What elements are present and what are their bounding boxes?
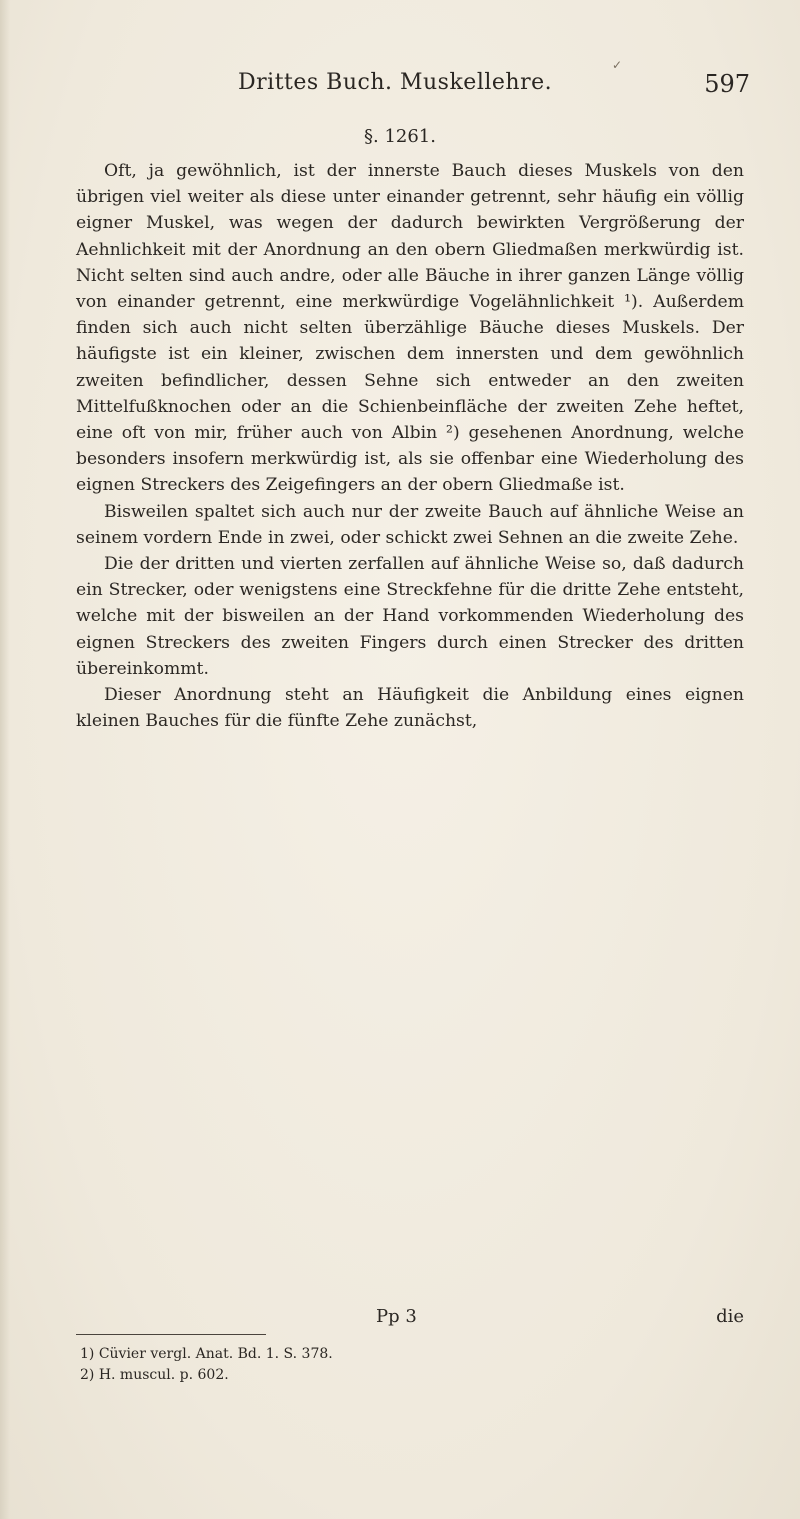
page-gutter-shadow — [0, 0, 10, 1519]
catchword: die — [716, 1306, 744, 1327]
printer-mark: ✓ — [612, 58, 623, 72]
page-number: 597 — [704, 70, 750, 98]
footnotes — [80, 1344, 680, 1386]
signature-mark: Pp 3 — [376, 1306, 417, 1327]
paragraph: Die der dritten und vierten zerfallen auf ähnliche Weise so, daß dadurch ein Strecker, oder wenigstens eine Streckfehne für die dritte Zehe entsteht, welche mit der bisweilen an der Hand vorkommenden Wiederholung des eignen Streckers des zweiten Fingers durch einen Strecker des dritten übereinkommt. — [76, 554, 744, 679]
paragraph: Dieser Anordnung steht an Häufigkeit die Anbildung eines eignen kleinen Bauches für die fünfte Zehe zunächst, — [76, 685, 744, 732]
section-number: §. 1261. — [364, 126, 436, 147]
footnote: 2) H. muscul. p. 602. — [80, 1367, 229, 1383]
footnote: 1) Cüvier vergl. Anat. Bd. 1. S. 378. — [80, 1346, 333, 1362]
paragraph: Bisweilen spaltet sich auch nur der zweite Bauch auf ähnliche Weise an seinem vordern Ende in zwei, oder schickt zwei Sehnen an die zweite Zehe. — [76, 501, 744, 548]
catch-row — [76, 1306, 744, 1336]
running-head: Drittes Buch. Muskellehre. — [238, 70, 553, 95]
body-text — [76, 158, 744, 734]
paragraph: Oft, ja gewöhnlich, ist der innerste Bauch dieses Muskels von den übrigen viel weiter als diese unter einander getrennt, sehr häufig ein völlig eigner Muskel, was wegen der dadurch bewirkten Vergrößerung der Aehnlichkeit mit der Anordnung an den obern Gliedmaßen merkwürdig ist. Nicht selten sind auch andre, oder alle Bäuche in ihrer ganzen Länge völlig von einander getrennt, eine merkwürdige Vogelähnlichkeit ¹). Außerdem finden sich auch nicht selten überzählige Bäuche dieses Muskels. Der häufigste ist ein kleiner, zwischen dem innersten und dem gewöhnlich zweiten befindlicher, dessen Sehne sich entweder an den zweiten Mittelfußknochen oder an die Schienbeinfläche der zweiten Zehe heftet, eine oft von mir, früher auch von Albin ²) gesehenen Anordnung, welche besonders insofern merkwürdig ist, als sie offenbar eine Wiederholung des eignen Streckers des Zeigefingers an der obern Gliedmaße ist. — [76, 161, 744, 496]
page-header — [150, 70, 750, 110]
footnote-rule — [76, 1334, 266, 1335]
